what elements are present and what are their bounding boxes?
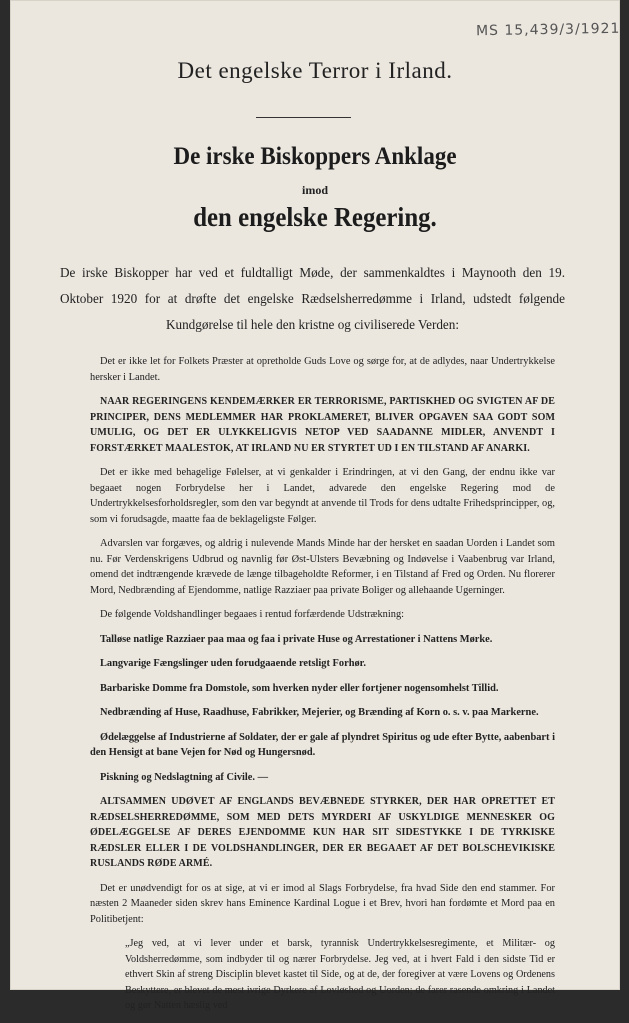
document-title: Det engelske Terror i Irland. (177, 58, 453, 83)
quotation: „Jeg ved, at vi lever under et barsk, tyrannisk Undertrykkelsesregimente, et Militær- og Voldsherredømme, som indbyder til og nærer Forbrydelse. Jeg ved, at i hvert Fald i den sidste Tid er ethvert Skin af streng Disciplin blevet kastet til Side, og at de, der foregiver at være Lovens og Ordenens Beskyttere, er blevet de mest ivrige Dyrkere af Lovløshed og Uorden; de farer rasende omkring i Landet og gør Natten hæslig ved (125, 938, 555, 1011)
document-page (10, 0, 621, 1011)
paragraph: Advarslen var forgæves, og aldrig i nulevende Mands Minde har der hersket en saadan Uorden i Landet som nu. Før Verdenskrigens Udbrud og navnlig før Øst-Ulsters Bevæbning og Indøvelse i Vaabenbrug var Irland, omend det indtrængende krævede de længe tilbageholdte Reformer, i en Tilstand af Fred og Orden. Nu florerer Mord, Nedbrænding af Ejendomme, natlige Razziaer paa private Boliger og allehaande Ugerninger. (90, 538, 555, 596)
list-item: Nedbrænding af Huse, Raadhuse, Fabrikker, Mejerier, og Brænding af Korn o. s. v. paa Markerne. (100, 707, 539, 718)
heading-connector: imod (301, 183, 328, 197)
paragraph: De følgende Voldshandlinger begaaes i rentud forfærdende Udstrækning: (100, 609, 405, 620)
list-item: Talløse natlige Razziaer paa maa og faa i private Huse og Arrestationer i Nattens Mørke. (100, 633, 493, 645)
intro-paragraph: De irske Biskopper har ved et fuldtalligt Møde, der sammenkaldtes i Maynooth den 19. Oktober 1920 for at drøfte det engelske Rædselsherredømme i Irland, udstedt følgende Kundgørelse til hele den kristne og civiliserede Verden: (60, 265, 565, 332)
sub-heading: den engelske Regering. (193, 202, 437, 232)
paragraph: Det er ikke med behagelige Følelser, at vi genkalder i Erindringen, at vi den Gang, der endnu ikke var begaaet nogen Forbrydelse her i Landet, advarede den engelske Regering mod de Undertrykkelsesforholdsregler, som den var begyndt at anvende til Trods for dens udtalte Frihedsprincipper, og, som vi forudsagde, maatte faa de beklageligste Følger. (90, 467, 555, 525)
list-item: Piskning og Nedslagtning af Civile. — (100, 771, 269, 783)
paragraph: Det er unødvendigt for os at sige, at vi er imod al Slags Forbrydelse, fra hvad Side den end stammer. For næsten 2 Maaneder siden skrev hans Eminence Kardinal Logue i et Brev, hvori han fordømte et Mord paa en Politibetjent: (90, 882, 555, 925)
title-divider (256, 117, 351, 118)
main-heading: De irske Biskoppers Anklage (173, 143, 457, 170)
paragraph: Det er ikke let for Folkets Præster at opretholde Guds Love og sørge for, at de adlydes, naar Undertrykkelse hersker i Landet. (90, 356, 555, 383)
list-item: Langvarige Fængslinger uden forudgaaende retsligt Forhør. (100, 658, 366, 669)
document-body (90, 354, 555, 1023)
list-item: Ødelæggelse af Industrierne af Soldater, der er gale af plyndret Spiritus og ude efter Bytte, aabenbart i den Hensigt at bane Vejen for Nød og Hungersnød. (90, 731, 555, 758)
paragraph-emphasis: ALTSAMMEN UDØVET AF ENGLANDS BEVÆBNEDE STYRKER, DER HAR OPRETTET ET RÆDSELSHERREDØMME, SOM MED DETS MYRDERI AF USKYLDIGE MENNESKER OG ØDELÆGGELSE AF DERES EJENDOMME KUN HAR SIT SIDESTYKKE I DE TYRKISKE RÆDSLER ELLER I DE VOLDSHANDLINGER, DER ER BEGAAET AF DET BOLSCHEVIKISKE RUSLANDS RØDE ARMÉ. (90, 796, 555, 869)
list-item: Barbariske Domme fra Domstole, som hverken nyder eller fortjener nogensomhelst Tillid. (100, 682, 499, 694)
shelfmark-annotation: MS 15,439/3/1921 (475, 20, 621, 40)
paragraph-emphasis: NAAR REGERINGENS KENDEMÆRKER ER TERRORISME, PARTISKHED OG SVIGTEN AF DE PRINCIPER, DENS MEDLEMMER HAR PROKLAMERET, BLIVER OPGAVEN SAA GODT SOM UMULIG, OG DET ER ULYKKELIGVIS NETOP VED SAADANNE MIDLER, ANVENDT I FORSTÆRKET MAALESTOK, AT IRLAND NU ER STYRTET UD I EN TILSTAND AF ANARKI. (90, 396, 555, 454)
